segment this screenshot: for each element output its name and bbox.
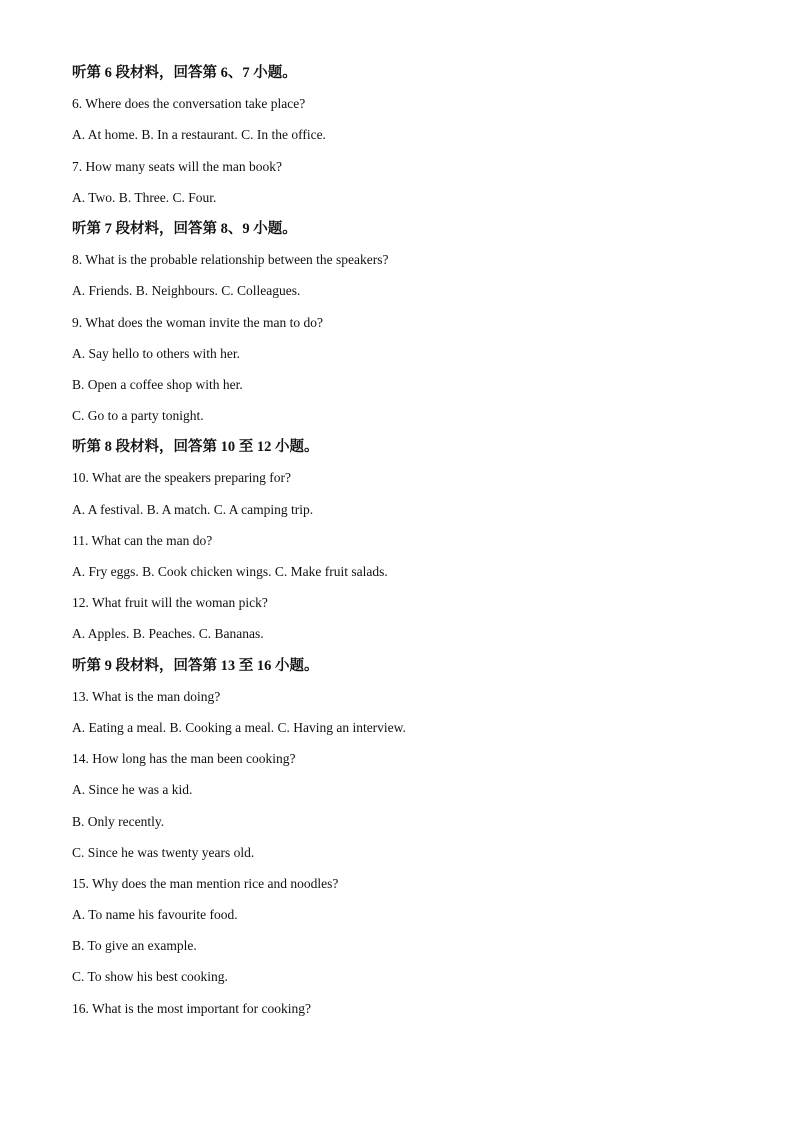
question-text: 15. Why does the man mention rice and noodles? <box>72 875 339 891</box>
answer-options: A. A festival. B. A match. C. A camping trip. <box>72 501 314 517</box>
question-text: 16. What is the most important for cooking? <box>72 1000 311 1016</box>
section-heading: 听第 8 段材料，回答第 10 至 12 小题。 <box>72 439 319 456</box>
document-page <box>72 64 732 1031</box>
section-heading: 听第 9 段材料，回答第 13 至 16 小题。 <box>72 657 319 674</box>
answer-options: A. Fry eggs. B. Cook chicken wings. C. Make fruit salads. <box>72 564 388 579</box>
answer-option: B. Only recently. <box>72 813 165 829</box>
section-heading: 听第 6 段材料，回答第 6、7 小题。 <box>72 65 297 81</box>
answer-options: A. Friends. B. Neighbours. C. Colleagues. <box>72 283 301 299</box>
question-text: 8. What is the probable relationship between the speakers? <box>72 252 389 268</box>
answer-option: B. To give an example. <box>72 938 197 954</box>
question-text: 14. How long has the man been cooking? <box>72 751 296 767</box>
question-text: 7. How many seats will the man book? <box>72 158 282 174</box>
question-text: 6. Where does the conversation take place? <box>72 96 306 112</box>
question-text: 9. What does the woman invite the man to do? <box>72 314 323 330</box>
question-text: 13. What is the man doing? <box>72 688 221 704</box>
answer-option: A. Since he was a kid. <box>72 782 193 798</box>
answer-options: A. Eating a meal. B. Cooking a meal. C. Having an interview. <box>72 719 406 735</box>
question-text: 12. What fruit will the woman pick? <box>72 595 268 611</box>
answer-option: C. Go to a party tonight. <box>72 408 204 424</box>
answer-options: A. Apples. B. Peaches. C. Bananas. <box>72 626 264 642</box>
section-heading: 听第 7 段材料，回答第 8、9 小题。 <box>72 220 297 237</box>
answer-option: C. To show his best cooking. <box>72 969 228 985</box>
answer-options: A. Two. B. Three. C. Four. <box>72 189 217 205</box>
question-text: 11. What can the man do? <box>72 532 213 548</box>
answer-options: A. At home. B. In a restaurant. C. In the office. <box>72 127 326 143</box>
answer-option: C. Since he was twenty years old. <box>72 844 255 860</box>
question-text: 10. What are the speakers preparing for? <box>72 470 292 486</box>
answer-option: A. To name his favourite food. <box>72 907 238 923</box>
answer-option: B. Open a coffee shop with her. <box>72 376 243 392</box>
answer-option: A. Say hello to others with her. <box>72 345 240 361</box>
